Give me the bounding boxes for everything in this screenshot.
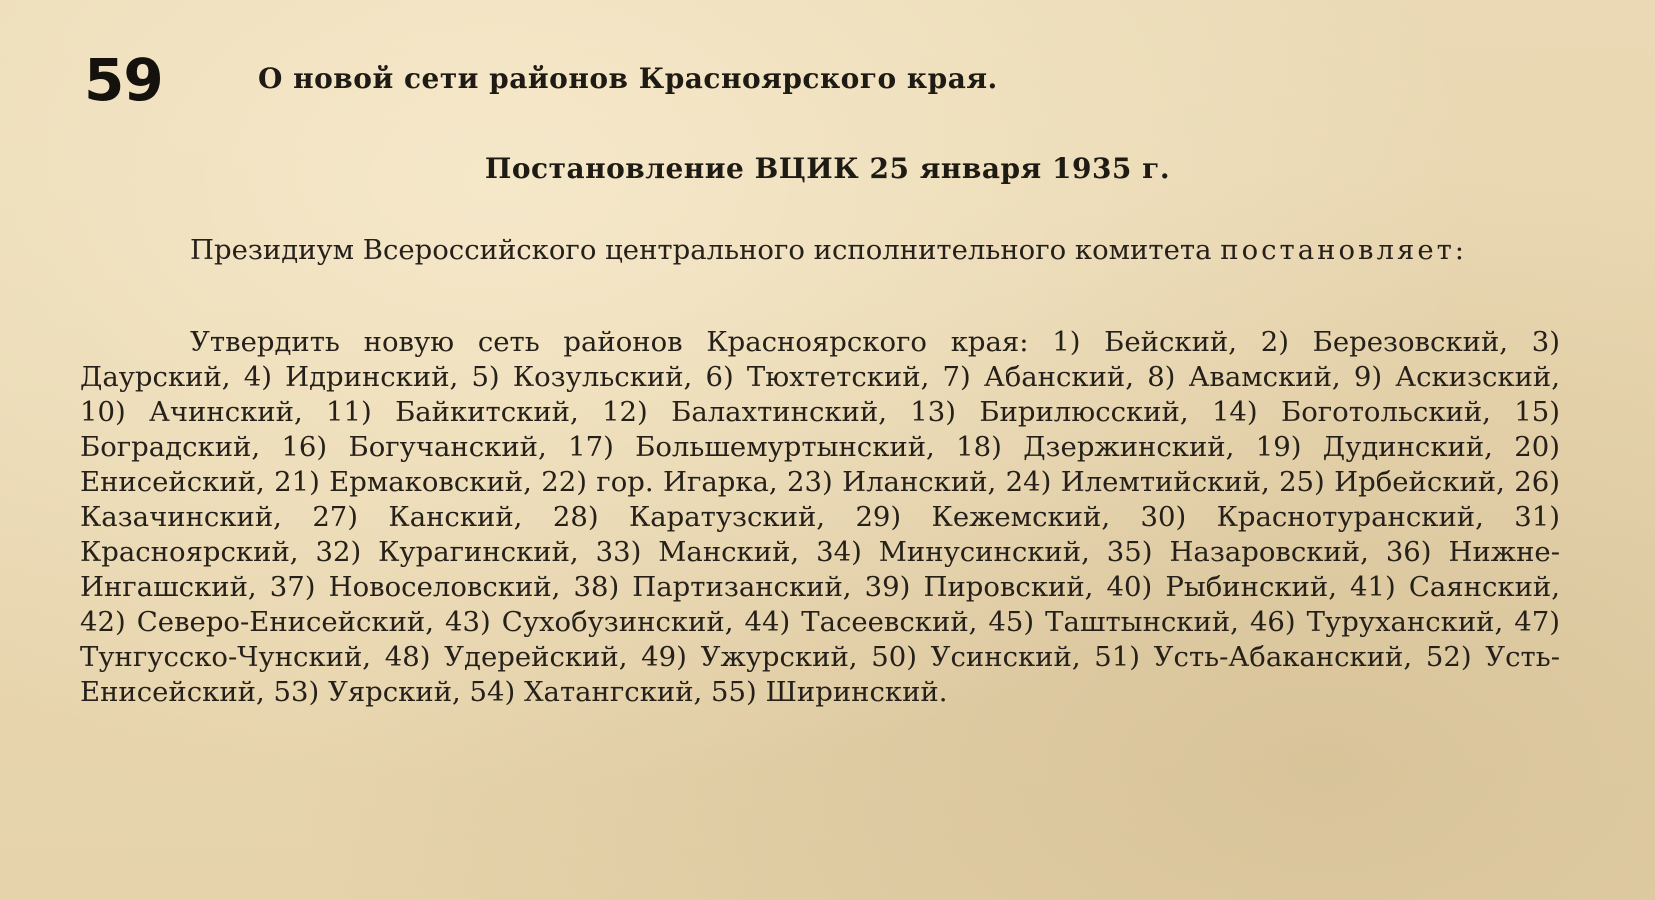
district-item: 28) Каратузский, bbox=[552, 501, 826, 533]
district-item: 46) Туруханский, bbox=[1249, 606, 1504, 638]
district-item: 54) Хатангский, bbox=[469, 676, 703, 708]
district-item: 36) Нижне-Ингашский, bbox=[80, 536, 1560, 603]
district-item: 9) Аскизский, bbox=[1353, 361, 1560, 393]
document-title: О новой сети районов Красноярского края. bbox=[258, 62, 998, 95]
district-item: 25) Ирбейский, bbox=[1279, 466, 1505, 498]
district-item: 4) Идринский, bbox=[243, 361, 459, 393]
district-item: 40) Рыбинский, bbox=[1106, 571, 1337, 603]
district-item: 5) Козульский, bbox=[471, 361, 693, 393]
district-item: 20) Енисейский, bbox=[80, 431, 1560, 498]
district-item: 32) Курагинский, bbox=[315, 536, 579, 568]
district-item: 51) Усть-Абаканский, bbox=[1094, 641, 1413, 673]
district-item: 23) Иланский, bbox=[787, 466, 997, 498]
district-item: 15) Боградский, bbox=[80, 396, 1560, 463]
intro-verb: постановляет: bbox=[1220, 234, 1468, 266]
district-item: 18) Дзержинский, bbox=[956, 431, 1235, 463]
district-item: 34) Минусинский, bbox=[816, 536, 1090, 568]
district-item: 30) Краснотуранский, bbox=[1140, 501, 1484, 533]
district-item: 2) Березовский, bbox=[1260, 326, 1509, 358]
district-item: 17) Большемуртынский, bbox=[568, 431, 935, 463]
district-item: 33) Манский, bbox=[595, 536, 800, 568]
district-item: 3) Даурский, bbox=[80, 326, 1560, 393]
decree-heading: Постановление ВЦИК 25 января 1935 г. bbox=[484, 152, 1171, 185]
district-item: 14) Боготольский, bbox=[1211, 396, 1491, 428]
district-item: 42) Северо-Енисейский, bbox=[80, 606, 434, 638]
district-item: 1) Бейский, bbox=[1052, 326, 1237, 358]
district-item: 31) Красноярский, bbox=[80, 501, 1561, 568]
district-item: 13) Бирилюсский, bbox=[910, 396, 1189, 428]
district-item: 6) Тюхтетский, bbox=[705, 361, 930, 393]
district-item: 11) Байкитский, bbox=[326, 396, 579, 428]
district-item: 44) Тасеевский, bbox=[744, 606, 978, 638]
district-item: 10) Ачинский, bbox=[80, 396, 303, 428]
district-item: 52) Усть-Енисейский, bbox=[80, 641, 1560, 708]
district-item: 38) Партизанский, bbox=[573, 571, 852, 603]
district-item: 16) Богучанский, bbox=[281, 431, 547, 463]
district-item: 26) Казачинский, bbox=[80, 466, 1560, 533]
district-item: 27) Канский, bbox=[312, 501, 523, 533]
district-item: 48) Удерейский, bbox=[384, 641, 628, 673]
district-item: 43) Сухобузинский, bbox=[445, 606, 734, 638]
district-item: 12) Балахтинский, bbox=[602, 396, 887, 428]
district-item: 41) Саянский, bbox=[1350, 571, 1560, 603]
district-list bbox=[80, 326, 1560, 708]
district-item: 37) Новоселовский, bbox=[269, 571, 561, 603]
district-item: 45) Таштынский, bbox=[988, 606, 1239, 638]
district-item: 50) Усинский, bbox=[871, 641, 1081, 673]
district-item: 29) Кежемский, bbox=[855, 501, 1111, 533]
districts-paragraph bbox=[80, 325, 1560, 710]
district-item: 21) Ермаковский, bbox=[274, 466, 532, 498]
district-item: 55) Ширинский. bbox=[711, 676, 948, 708]
district-item: 53) Уярский, bbox=[273, 676, 461, 708]
body-lead: Утвердить новую сеть районов Красноярского края: bbox=[190, 326, 1029, 358]
district-item: 39) Пировский, bbox=[864, 571, 1094, 603]
district-item: 7) Абанский, bbox=[942, 361, 1135, 393]
district-item: 47) Тунгусско-Чунский, bbox=[80, 606, 1560, 673]
district-item: 19) Дудинский, bbox=[1255, 431, 1493, 463]
intro-paragraph bbox=[80, 233, 1560, 268]
district-item: 8) Авамский, bbox=[1147, 361, 1341, 393]
district-item: 24) Илемтийский, bbox=[1005, 466, 1270, 498]
intro-text: Президиум Всероссийского центрального исполнительного комитета bbox=[190, 234, 1212, 266]
document-number: 59 bbox=[84, 46, 163, 114]
district-item: 35) Назаровский, bbox=[1106, 536, 1369, 568]
district-item: 22) гор. Игарка, bbox=[541, 466, 778, 498]
district-item: 49) Ужурский, bbox=[641, 641, 858, 673]
